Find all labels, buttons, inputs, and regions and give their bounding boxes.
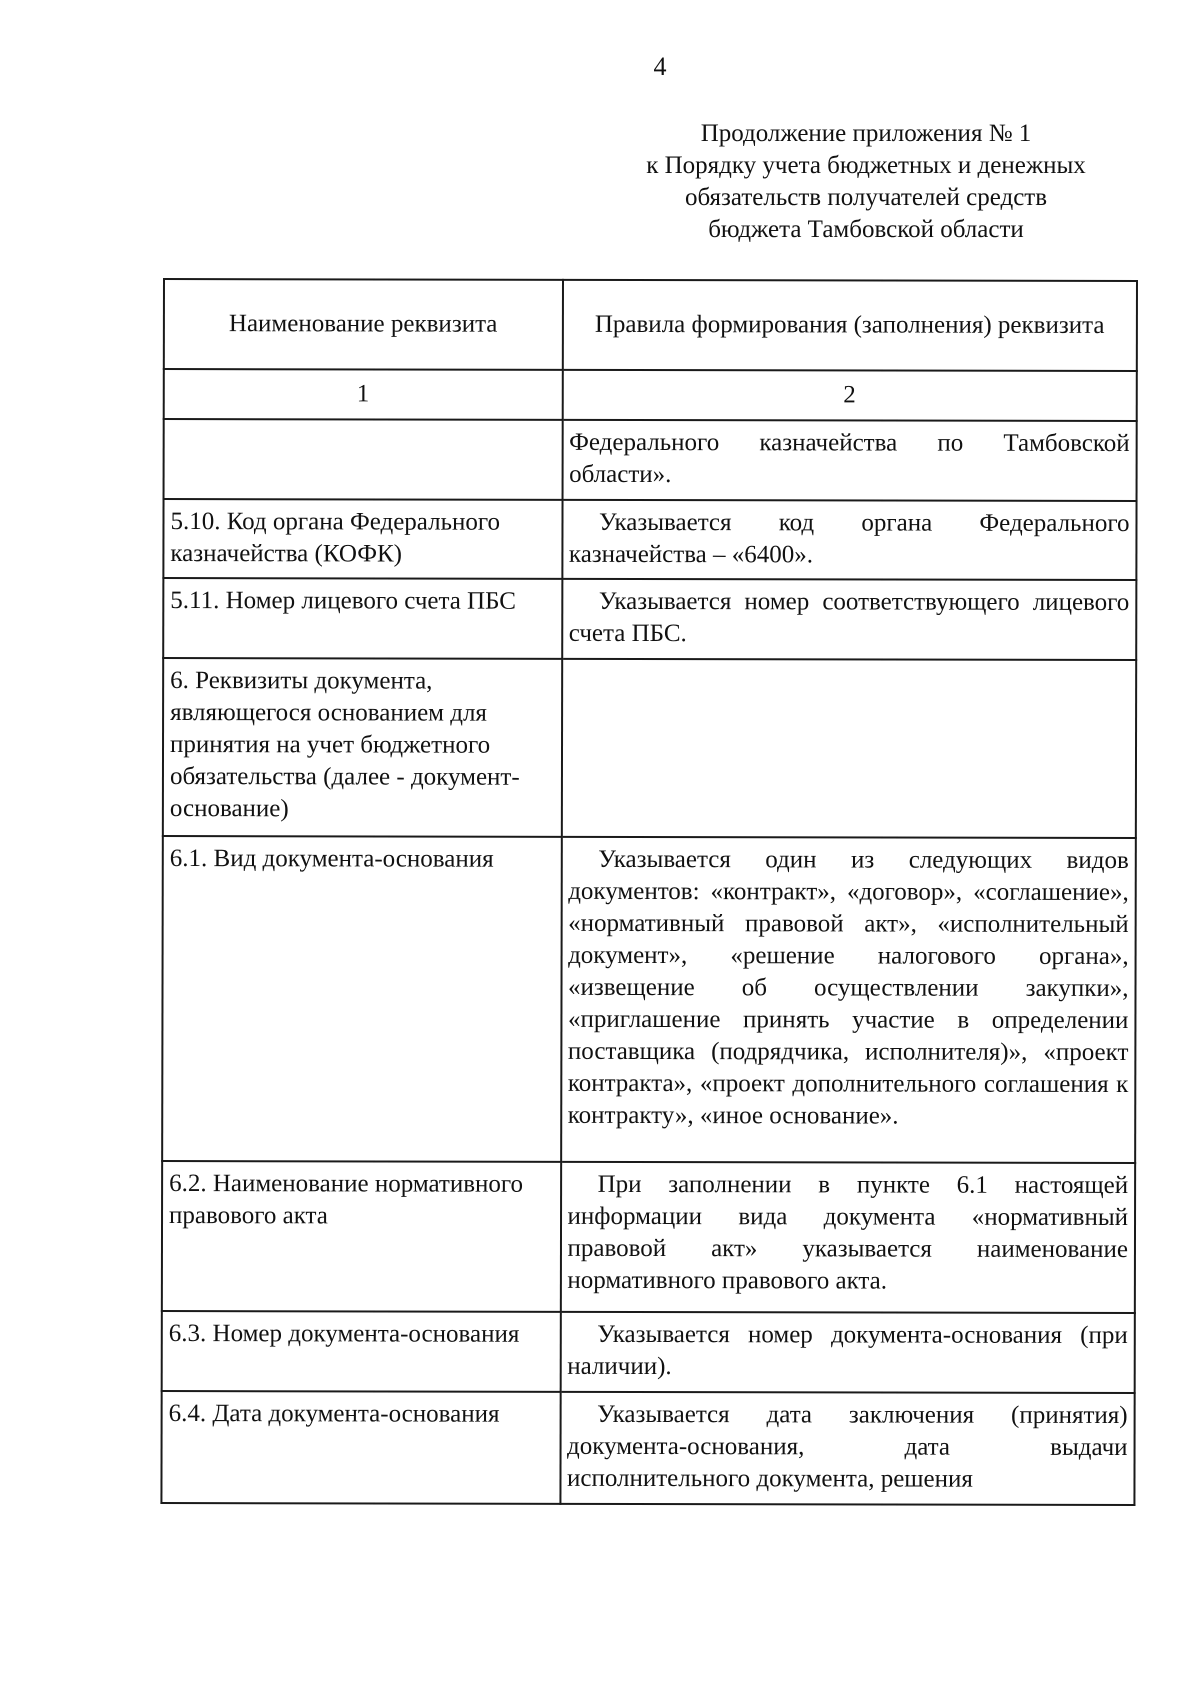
appendix-header-line: обязательств получателей средств <box>684 184 1048 211</box>
requisite-rule: Указывается номер документа-основания (при наличии). <box>560 1312 1135 1393</box>
table-row <box>162 836 1136 1163</box>
appendix-header <box>596 118 1136 246</box>
table-row <box>162 1311 1135 1393</box>
requisite-name: 5.11. Номер лицевого счета ПБС <box>163 578 562 659</box>
table-row <box>162 1161 1135 1313</box>
appendix-header-line: Продолжение приложения № 1 <box>700 120 1032 147</box>
table-row <box>161 1391 1134 1505</box>
requisite-name <box>164 419 563 500</box>
column-number-2: 2 <box>562 370 1137 421</box>
requisite-name: 5.10. Код органа Федерального казначейства (КОФК) <box>163 499 562 579</box>
requisite-rule <box>561 659 1136 838</box>
column-header-name: Наименование реквизита <box>164 279 563 370</box>
table-number-row <box>164 369 1137 421</box>
table-row <box>163 578 1136 660</box>
requisite-rule: Указывается один из следующих видов документов: «контракт», «договор», «соглашение», «нормативный правовой акт», «исполнительный документ», «решение налогового органа», «извещение об осуществлении закупки», «приглашение принять участие в определении поставщика (подрядчика, исполнителя)», «проект контракта», «проект дополнительного соглашения к контракту», «иное основание». <box>561 837 1136 1163</box>
requisite-rule: Указывается код органа Федерального казначейства – «6400». <box>562 500 1137 580</box>
requisites-table <box>160 278 1138 1506</box>
requisite-rule: Федерального казначейства по Тамбовской области». <box>562 420 1137 501</box>
column-number-1: 1 <box>164 369 563 420</box>
table-header-row <box>164 279 1137 371</box>
requisite-name: 6. Реквизиты документа, являющегося основанием для принятия на учет бюджетного обязательства (далее - документ-основание) <box>163 658 562 837</box>
requisite-rule: Указывается дата заключения (принятия) документа-основания, дата выдачи исполнительного документа, решения <box>560 1392 1135 1505</box>
appendix-header-line: к Порядку учета бюджетных и денежных <box>646 152 1086 179</box>
requisite-name: 6.1. Вид документа-основания <box>162 836 561 1162</box>
appendix-header-line: бюджета Тамбовской области <box>708 216 1024 243</box>
requisite-rule: При заполнении в пункте 6.1 настоящей информации вида документа «нормативный правовой акт» указывается наименование нормативного правового акта. <box>560 1162 1135 1313</box>
requisite-name: 6.3. Номер документа-основания <box>162 1311 561 1392</box>
column-header-rules: Правила формирования (заполнения) реквизита <box>562 280 1137 371</box>
table-row <box>164 419 1137 501</box>
table-row <box>163 499 1136 580</box>
requisite-rule: Указывается номер соответствующего лицевого счета ПБС. <box>562 579 1137 660</box>
table-row <box>163 658 1136 838</box>
page-number: 4 <box>653 52 667 81</box>
requisite-name: 6.2. Наименование нормативного правового акта <box>162 1161 561 1312</box>
requisite-name: 6.4. Дата документа-основания <box>161 1391 560 1504</box>
